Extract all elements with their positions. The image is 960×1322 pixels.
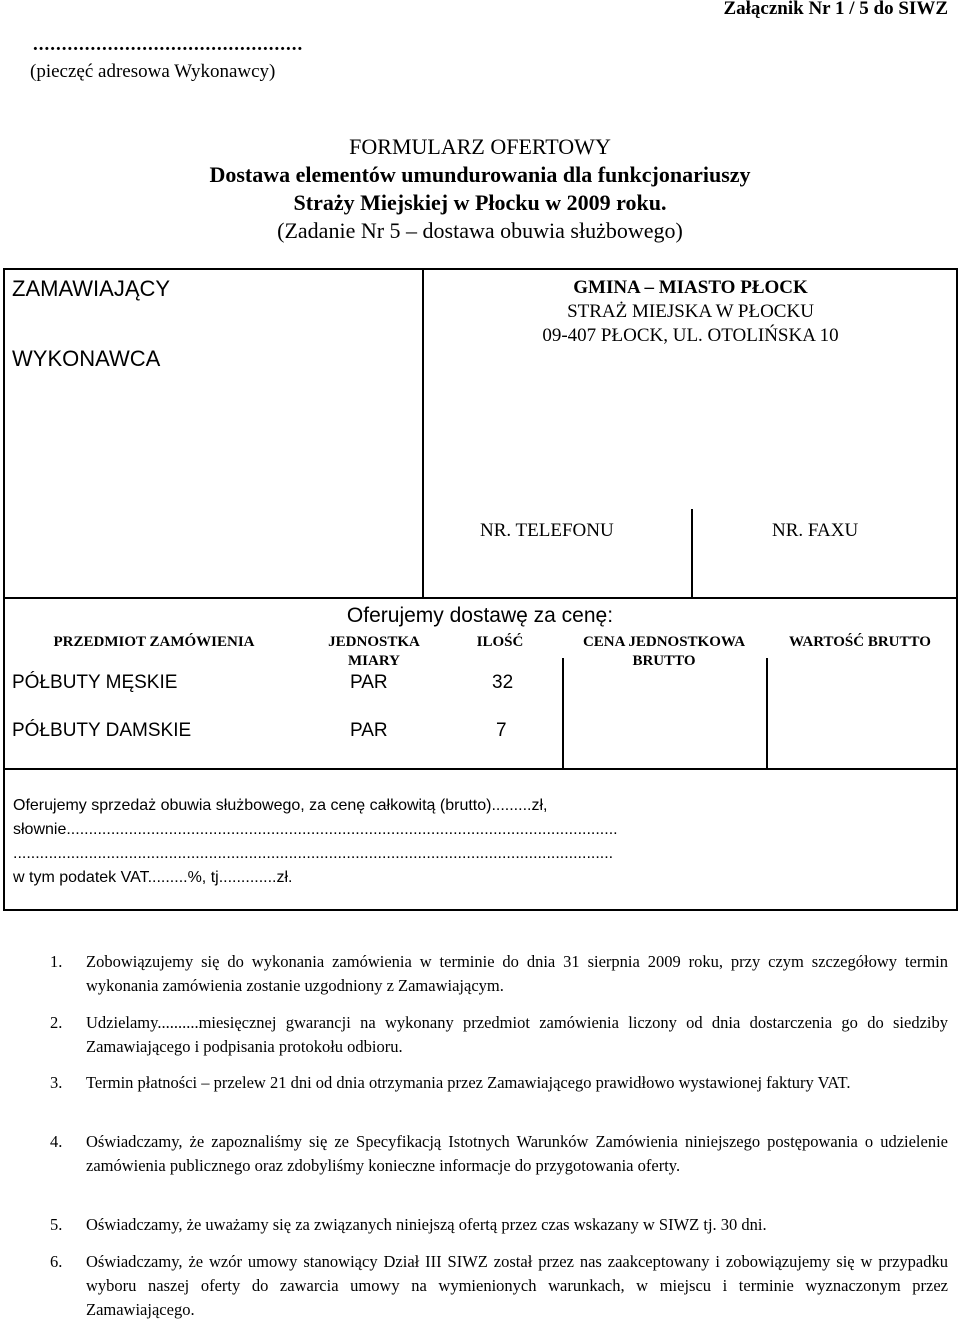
col-header-unit: JEDNOSTKA MIARY [328,634,420,669]
summary-line-3: ....................................................................................................................................... [13,845,614,862]
fax-label: NR. FAXU [772,520,859,541]
form-title: FORMULARZ OFERTOWY [349,134,611,159]
offer-heading: Oferujemy dostawę za cenę: [346,604,614,627]
col-header-item: PRZEDMIOT ZAMÓWIENIA [53,634,255,650]
address-line-1: GMINA – MIASTO PŁOCK [573,277,808,298]
col-divider-price [562,658,564,768]
stamp-dots: ............................................... [33,34,304,55]
declaration-1-text: Zobowiązujemy się do wykonania zamówienia w terminie do dnia 31 sierpnia 2009 roku, przy czym szczegółowy termin wykonania zamówienia zostanie uzgodniony z Zamawiającym. [86,952,948,995]
declaration-4-text: Oświadczamy, że zapoznaliśmy się ze Specyfikacją Istotnych Warunków Zamówienia niniejszego postępowania o udzielenie zamówienia publicznego oraz zdobyliśmy konieczne informacje do przygotowania oferty. [86,1132,948,1175]
phone-label: NR. TELEFONU [480,520,614,541]
declaration-4-number: 4. [50,1132,63,1151]
summary-line-2: słownie............................................................................................................................ [13,821,618,838]
row-2-qty: 7 [496,720,507,741]
stamp-label: (pieczęć adresowa Wykonawcy) [30,61,276,82]
declaration-5-number: 5. [50,1215,63,1234]
col-divider-total [766,658,768,768]
row-1-item: PÓŁBUTY MĘSKIE [12,672,178,693]
col-header-total: WARTOŚĆ BRUTTO [789,634,931,650]
declaration-6-text: Oświadczamy, że wzór umowy stanowiący Dział III SIWZ został przez nas zaakceptowany i zobowiązujemy się w przypadku wyboru naszej oferty do zawarcia umowy na wymienionych warunkach, w miejscu i terminie wyznaczonym przez Zamawiającego. [86,1252,948,1319]
col-header-qty: ILOŚĆ [476,634,524,650]
summary-line-1: Oferujemy sprzedaż obuwia służbowego, za cenę całkowitą (brutto).........zł, [13,797,548,814]
row-2-unit: PAR [350,720,388,741]
summary-line-4: w tym podatek VAT.........%, tj.............zł. [13,869,293,886]
declaration-2-number: 2. [50,1013,63,1032]
phone-fax-divider [691,509,693,599]
col-header-unit-price: CENA JEDNOSTKOWA BRUTTO [582,634,746,669]
declaration-3-number: 3. [50,1073,63,1092]
rows-summary-divider [3,768,958,770]
address-line-2: STRAŻ MIEJSKA W PŁOCKU [567,301,814,322]
declaration-2-text: Udzielamy..........miesięcznej gwarancji na wykonany przedmiot zamówienia liczony od dnia dostarczenia go do siedziby Zamawiającego i podpisania protokołu odbioru. [86,1013,948,1056]
wykonawca-label: WYKONAWCA [12,346,161,371]
address-line-3: 09-407 PŁOCK, UL. OTOLIŃSKA 10 [542,325,839,346]
declaration-6-number: 6. [50,1252,63,1271]
row-2-item: PÓŁBUTY DAMSKIE [12,720,192,741]
annex-label: Załącznik Nr 1 / 5 do SIWZ [723,0,948,19]
form-task-line: (Zadanie Nr 5 – dostawa obuwia służbowego) [277,218,683,243]
declaration-1-number: 1. [50,952,63,971]
row-1-qty: 32 [492,672,514,693]
declaration-5-text: Oświadczamy, że uważamy się za związanych niniejszą ofertą przez czas wskazany w SIWZ tj. 30 dni. [86,1215,767,1234]
form-subtitle-line2: Straży Miejskiej w Płocku w 2009 roku. [293,190,667,215]
zamawiajacy-label: ZAMAWIAJĄCY [12,276,171,301]
declaration-3-text: Termin płatności – przelew 21 dni od dnia otrzymania przez Zamawiającego prawidłowo wystawionej faktury VAT. [86,1073,851,1092]
row-1-unit: PAR [350,672,388,693]
form-subtitle-line1: Dostawa elementów umundurowania dla funkcjonariuszy [209,162,751,187]
